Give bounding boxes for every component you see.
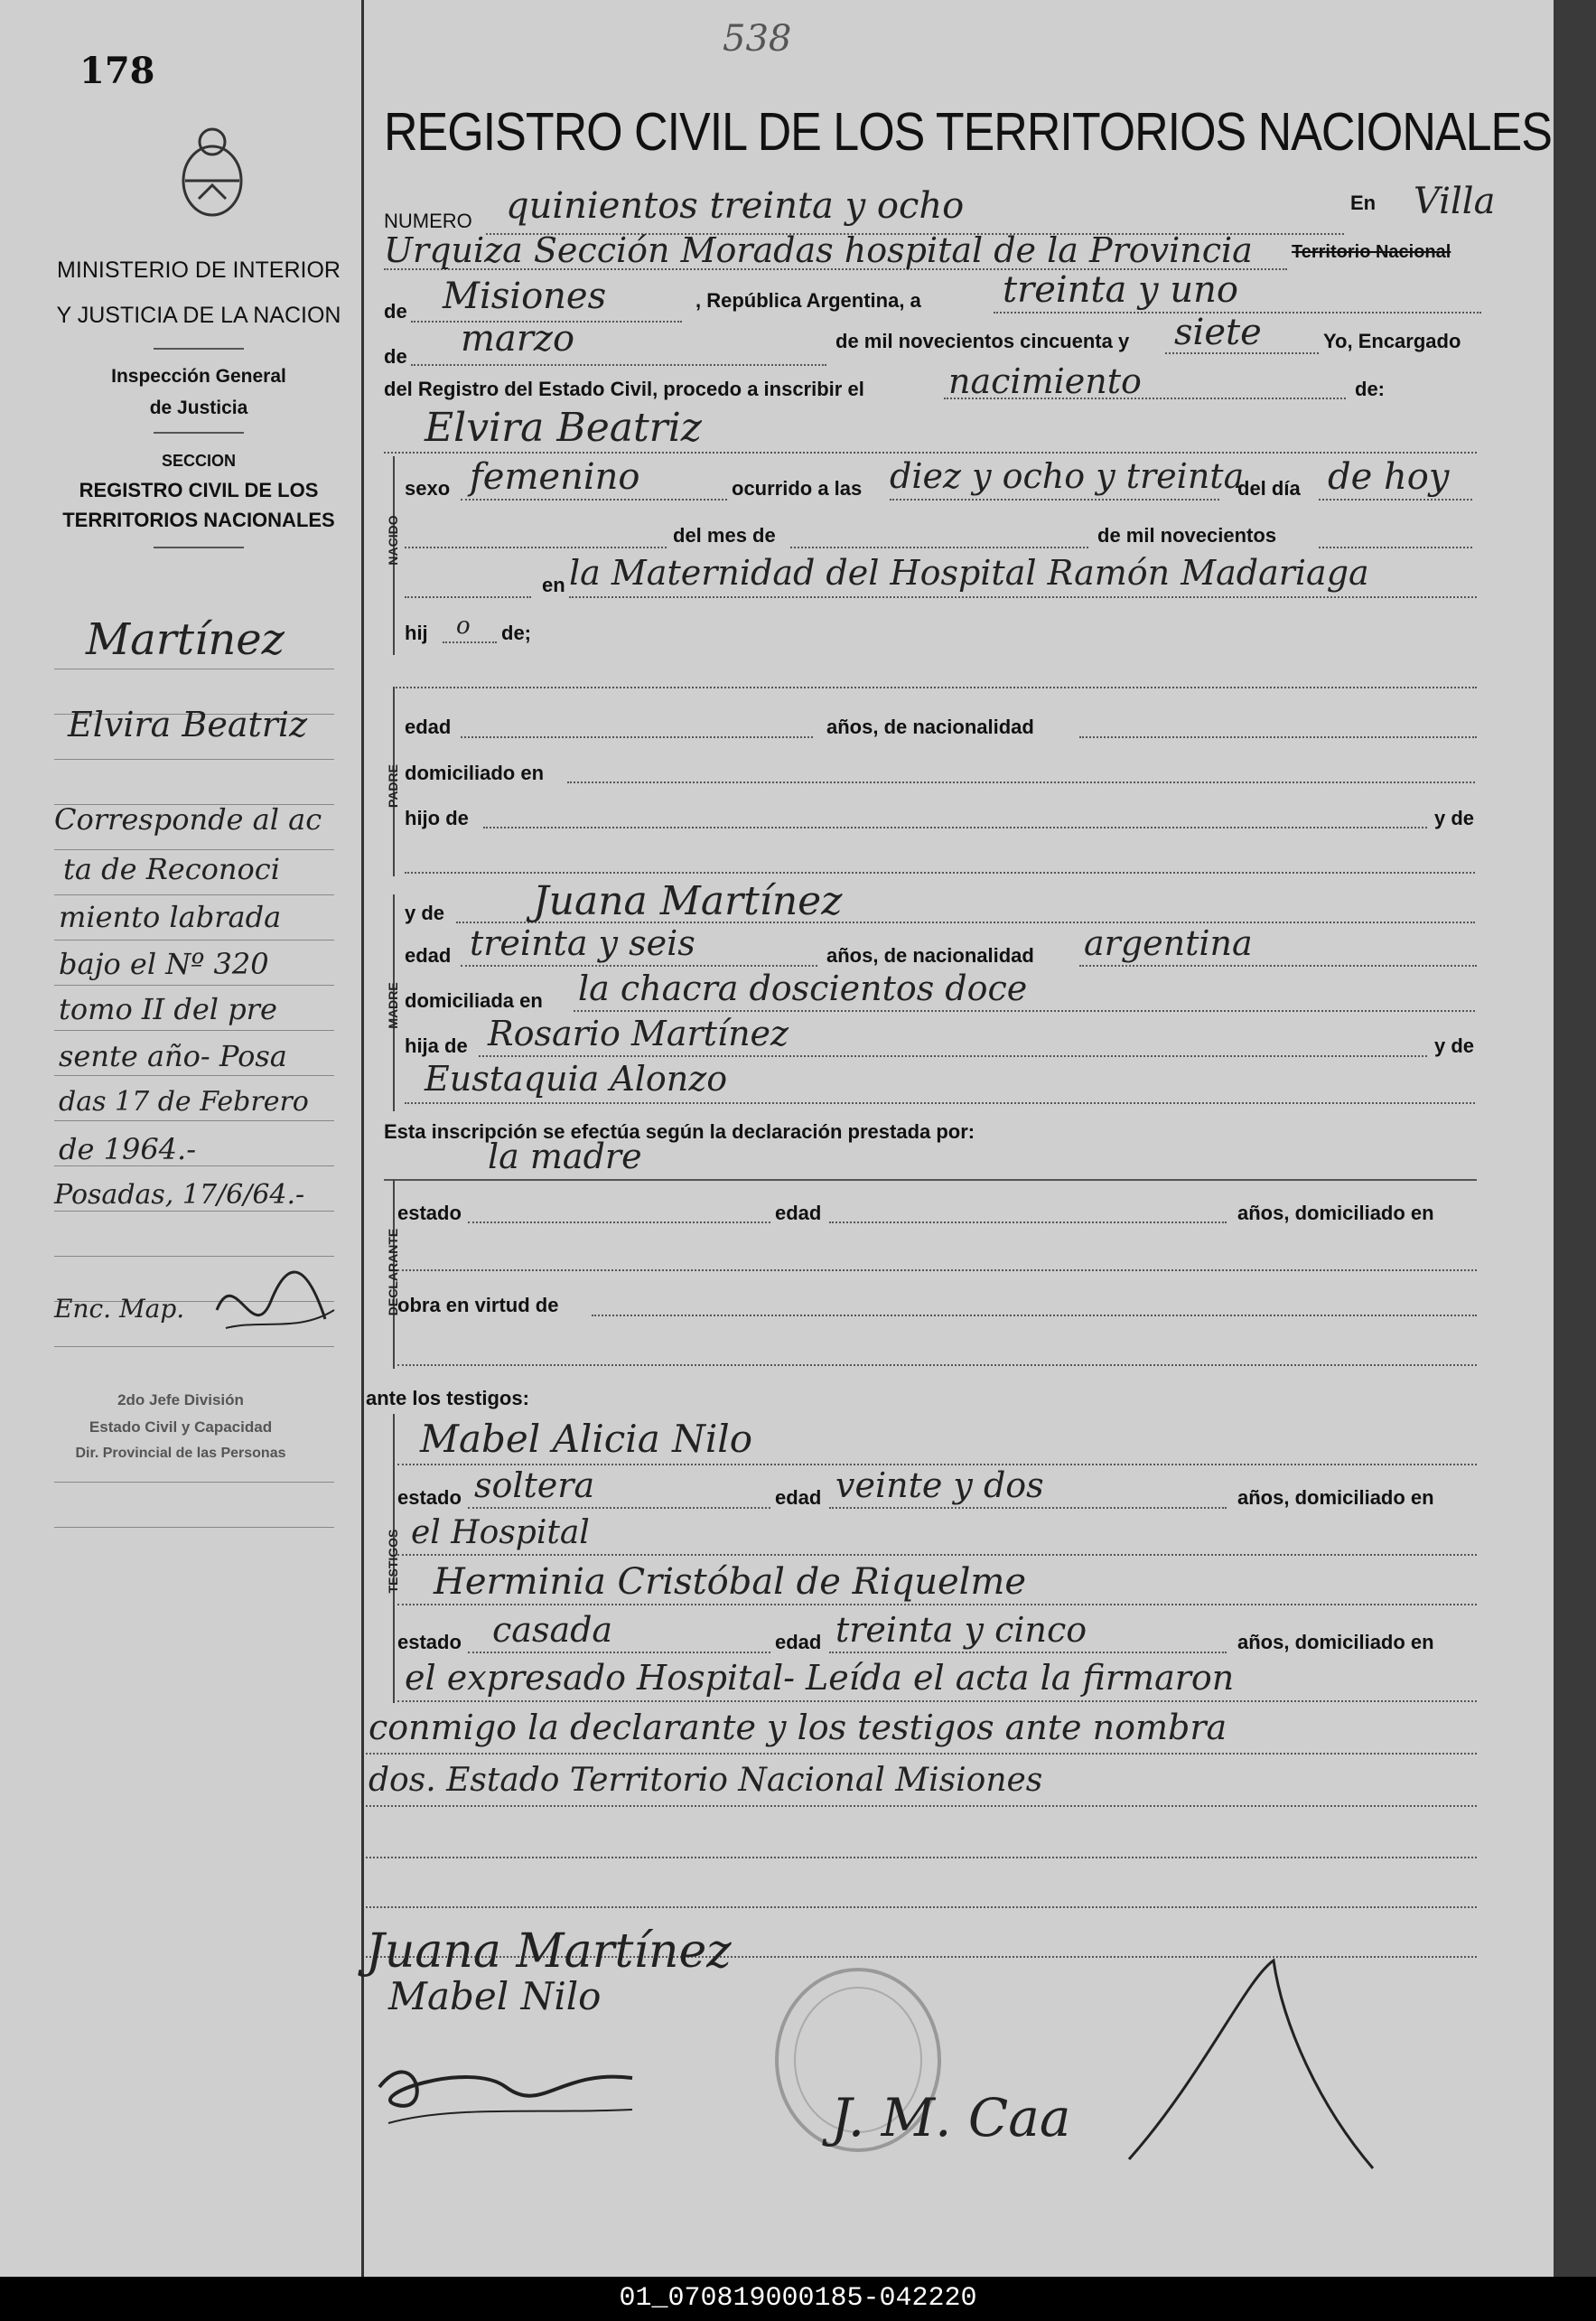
- testigo-1-name: Mabel Alicia Nilo: [420, 1417, 753, 1461]
- margin-note-line: miento labrada: [59, 900, 282, 934]
- form-title: REGISTRO CIVIL DE LOS TERRITORIOS NACIONALES: [384, 102, 1552, 163]
- location-value: Urquiza Sección Moradas hospital de la Provincia: [384, 230, 1253, 270]
- signature-testigo: Mabel Nilo: [388, 1974, 602, 2018]
- year-value: siete: [1174, 312, 1262, 353]
- madre-yde2-value: Eustaquia Alonzo: [425, 1059, 728, 1099]
- en-lugar-label: en: [542, 574, 565, 596]
- margin-note-line: Elvira Beatriz: [68, 705, 308, 744]
- testigo-1-edad: veinte y dos: [835, 1465, 1044, 1505]
- margin-note-line: ta de Reconoci: [63, 852, 280, 886]
- ocurrido-label: ocurrido a las: [732, 477, 863, 500]
- mil-label: de mil novecientos: [1097, 524, 1277, 547]
- mes-label: del mes de: [673, 524, 776, 547]
- closing-line-2: dos. Estado Territorio Nacional Misiones: [369, 1762, 1043, 1799]
- province-value: Misiones: [443, 276, 607, 317]
- signature-madre: Juana Martínez: [366, 1924, 732, 1979]
- margin-note-line: Corresponde al ac: [54, 802, 322, 837]
- year-label: de mil novecientos cincuenta y: [835, 330, 1130, 352]
- numero-label: NUMERO: [384, 210, 472, 232]
- margin-note-line: Martínez: [86, 614, 285, 665]
- padre-yde-label: y de: [1434, 807, 1475, 829]
- madre-nacionalidad-value: argentina: [1084, 923, 1253, 963]
- declaracion-value: la madre: [488, 1137, 642, 1176]
- signature-encargado: J. M. Caa: [831, 2087, 1071, 2148]
- testigo-1-edad-label: edad: [775, 1486, 822, 1509]
- margin-signature: [208, 1247, 343, 1355]
- madre-domicilio-value: la chacra doscientos doce: [578, 969, 1028, 1008]
- en-label: En: [1350, 192, 1377, 214]
- madre-domicilio-label: domiciliada en: [405, 989, 543, 1012]
- margin-note-line: de 1964.-: [59, 1132, 197, 1166]
- official-stamp-line: Dir. Provincial de las Personas: [75, 1446, 286, 1461]
- divider: [154, 348, 244, 350]
- lugar-value: la Maternidad del Hospital Ramón Madariaga: [569, 553, 1369, 593]
- hijo-value: o: [456, 613, 471, 640]
- testigo-2-name: Herminia Cristóbal de Riquelme: [434, 1561, 1027, 1603]
- testigo-1-estado: soltera: [474, 1465, 595, 1505]
- divider: [154, 547, 244, 548]
- testigo-2-edad: treinta y cinco: [835, 1610, 1087, 1650]
- madre-edad-label: edad: [405, 944, 452, 967]
- margin-note-line: Enc. Map.: [54, 1294, 185, 1324]
- left-margin-column: [0, 0, 364, 2277]
- official-stamp-line: 2do Jefe División: [117, 1391, 244, 1409]
- territorio-label: Territorio Nacional: [1292, 242, 1451, 262]
- testigo-2-estado: casada: [492, 1610, 613, 1650]
- hora-value: diez y ocho y treinta: [890, 456, 1245, 496]
- madre-name-value: Juana Martínez: [533, 878, 843, 924]
- declarante-side-label: DECLARANTE: [386, 1228, 400, 1316]
- registro-value: nacimiento: [948, 361, 1142, 401]
- republica-label: , República Argentina, a: [695, 289, 921, 312]
- madre-nacionalidad-label: años, de nacionalidad: [826, 944, 1034, 967]
- padre-side-label: PADRE: [386, 764, 400, 808]
- testigo-1-estado-label: estado: [397, 1486, 462, 1509]
- padre-edad-label: edad: [405, 716, 452, 738]
- declarante-edad-label: edad: [775, 1202, 822, 1224]
- ministry-line-2: Y JUSTICIA DE LA NACION: [56, 303, 341, 328]
- month-value: marzo: [461, 318, 575, 360]
- margin-note-line: das 17 de Febrero: [59, 1086, 309, 1118]
- padre-domicilio-label: domiciliado en: [405, 762, 545, 784]
- madre-hija-label: hija de: [405, 1034, 468, 1057]
- signature-flourish: [1111, 1942, 1382, 2177]
- margin-note-line: Posadas, 17/6/64.-: [54, 1179, 305, 1211]
- de-semicolon-label: de;: [501, 622, 531, 644]
- madre-yde-label: y de: [405, 902, 445, 924]
- coat-of-arms-icon: [176, 122, 248, 221]
- madre-side-label: MADRE: [386, 982, 400, 1029]
- divider: [154, 432, 244, 434]
- page-number: 178: [79, 50, 155, 92]
- margin-note-line: tomo II del pre: [59, 992, 277, 1026]
- day-value: treinta y uno: [1003, 269, 1238, 311]
- testigo-2-domicilio-label: años, domiciliado en: [1237, 1631, 1434, 1653]
- del-dia-label: del día: [1237, 477, 1301, 500]
- child-name-value: Elvira Beatriz: [425, 405, 702, 451]
- dia-value: de hoy: [1328, 456, 1450, 498]
- section-line-2: REGISTRO CIVIL DE LOS: [79, 479, 319, 501]
- testigo-2-estado-label: estado: [397, 1631, 462, 1653]
- official-stamp-line: Estado Civil y Capacidad: [89, 1418, 273, 1436]
- de-label-2: de: [384, 345, 407, 368]
- section-line-3: TERRITORIOS NACIONALES: [62, 509, 335, 531]
- sexo-label: sexo: [405, 477, 451, 500]
- signature-scrawl: [361, 2033, 650, 2132]
- hijo-label: hij: [405, 622, 428, 644]
- testigo-1-domicilio: el Hospital: [411, 1514, 590, 1551]
- inspection-line-2: de Justicia: [149, 398, 248, 418]
- margin-note-line: bajo el Nº 320: [59, 947, 269, 981]
- madre-hija-value: Rosario Martínez: [488, 1014, 789, 1053]
- madre-yde2-label: y de: [1434, 1034, 1475, 1057]
- testigo-2-edad-label: edad: [775, 1631, 822, 1653]
- inspection-line-1: Inspección General: [111, 366, 286, 387]
- de-label: de: [384, 300, 407, 323]
- image-caption: 01_070819000185-042220: [0, 2277, 1596, 2321]
- testigos-side-label: TESTIGOS: [386, 1529, 400, 1594]
- encargado-label: Yo, Encargado: [1323, 330, 1461, 352]
- closing-line-1: conmigo la declarante y los testigos ante nombra: [369, 1708, 1227, 1747]
- testigo-2-domicilio: el expresado Hospital- Leída el acta la firmaron: [405, 1658, 1235, 1698]
- declarante-estado-label: estado: [397, 1202, 462, 1224]
- padre-hijo-label: hijo de: [405, 807, 469, 829]
- declarante-obra-label: obra en virtud de: [397, 1294, 559, 1316]
- nacido-side-label: NACIDO: [386, 515, 400, 566]
- section-line-1: SECCION: [161, 452, 236, 470]
- book-spine: [1554, 0, 1596, 2277]
- margin-note-line: sente año- Posa: [59, 1039, 287, 1073]
- padre-nacionalidad-label: años, de nacionalidad: [826, 716, 1034, 738]
- sexo-value: femenino: [470, 456, 640, 498]
- stamp-number: 538: [723, 18, 792, 60]
- testigos-label: ante los testigos:: [366, 1387, 529, 1409]
- declaracion-label: Esta inscripción se efectúa según la declaración prestada por:: [384, 1120, 975, 1143]
- testigo-1-domicilio-label: años, domiciliado en: [1237, 1486, 1434, 1509]
- numero-value: quinientos treinta y ocho: [506, 185, 965, 227]
- declarante-domicilio-label: años, domiciliado en: [1237, 1202, 1434, 1224]
- de-colon-label: de:: [1355, 378, 1385, 400]
- ministry-line-1: MINISTERIO DE INTERIOR: [57, 257, 341, 283]
- en-value: Villa: [1414, 181, 1496, 222]
- registro-label: del Registro del Estado Civil, procedo a inscribir el: [384, 378, 864, 400]
- madre-edad-value: treinta y seis: [470, 923, 695, 963]
